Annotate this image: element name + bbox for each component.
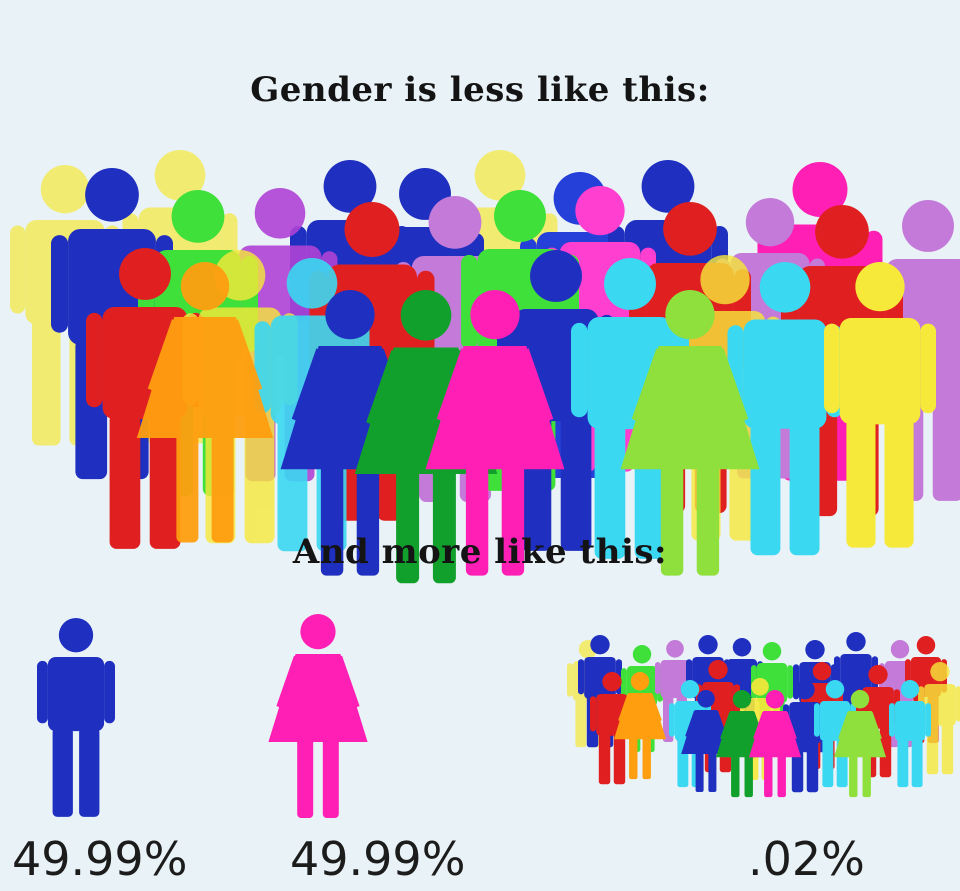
other-percentage: .02% [748,832,865,886]
small-people-crowd-icon [567,632,960,797]
male-percentage: 49.99% [12,832,188,886]
headline-more-like: And more like this: [292,532,668,572]
female-figure [268,614,367,818]
male-figure [37,618,115,817]
female-percentage: 49.99% [290,832,466,886]
female-person-icon [268,614,367,818]
male-person-icon [37,618,115,817]
headline-less-like: Gender is less like this: [250,70,710,110]
